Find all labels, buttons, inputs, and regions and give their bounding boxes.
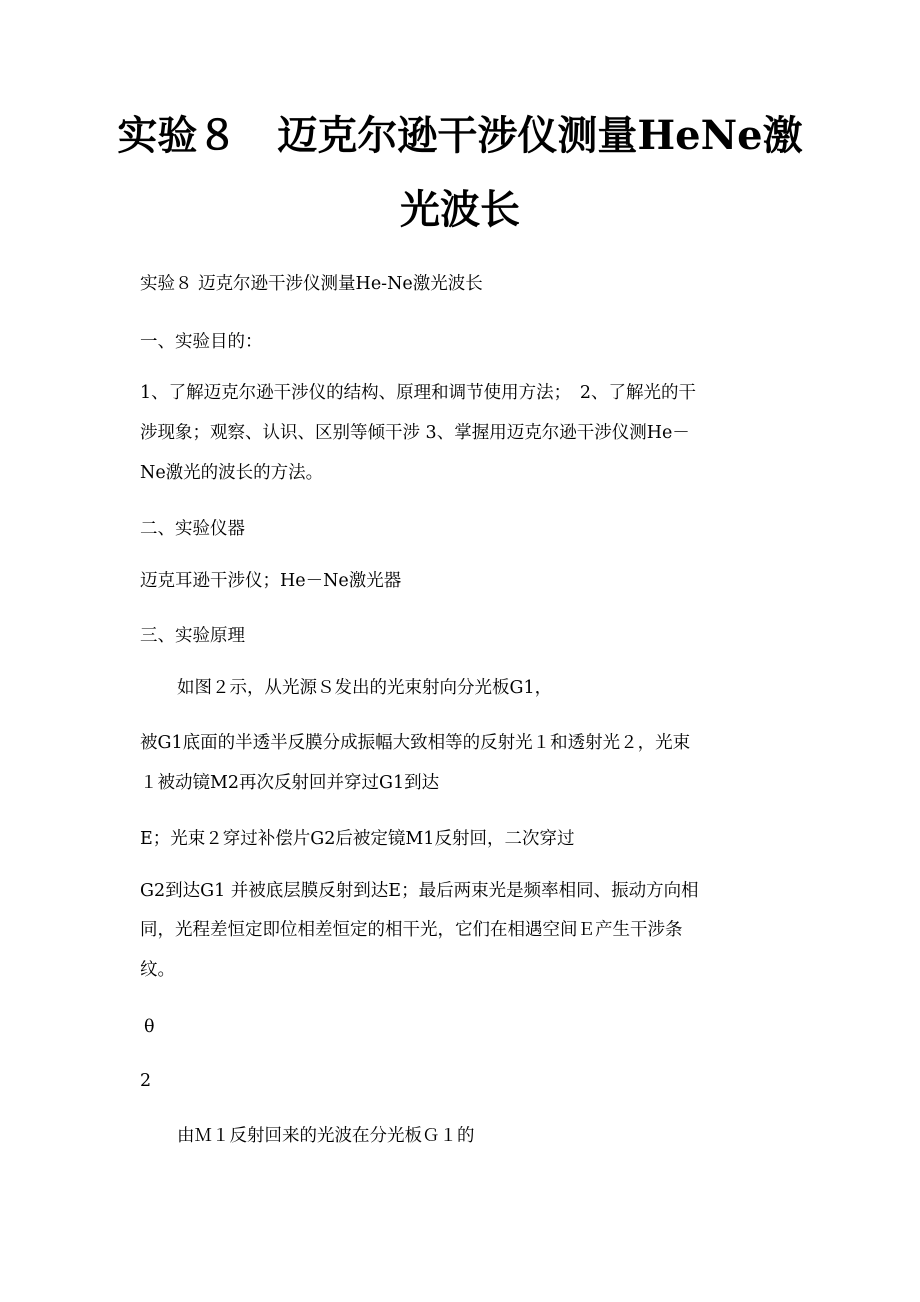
body-text-line: G2到达G1 并被底层膜反射到达E；最后两束光是频率相同、振动方向相	[140, 881, 699, 901]
document-title-line-1: 实验８ 迈克尔逊干涉仪测量HeNe激	[117, 112, 803, 159]
section-heading-instruments: 二、实验仪器	[140, 519, 245, 539]
body-text-line: Ne激光的波长的方法。	[140, 463, 324, 483]
body-text-line: 迈克耳逊干涉仪；He－Ne激光器	[140, 571, 402, 591]
section-heading-purpose: 一、实验目的：	[140, 332, 263, 352]
section-heading-principle: 三、实验原理	[140, 626, 245, 646]
document-title-line-2: 光波长	[400, 186, 520, 233]
body-text-line: 涉现象；观察、认识、区别等倾干涉 3、掌握用迈克尔逊干涉仪测He－	[140, 423, 690, 443]
body-text-line: 如图２示，从光源Ｓ发出的光束射向分光板G1，	[177, 678, 553, 698]
body-text-line: 同，光程差恒定即位相差恒定的相干光，它们在相遇空间Ｅ产生干涉条	[140, 920, 683, 940]
body-text-line: 由Ｍ１反射回来的光波在分光板Ｇ１的	[177, 1126, 475, 1146]
body-text-line: 1、了解迈克尔逊干涉仪的结构、原理和调节使用方法； 2、了解光的干	[140, 383, 697, 403]
body-text-line: １被动镜M2再次反射回并穿过G1到达	[140, 773, 440, 793]
body-text-line: 被G1底面的半透半反膜分成振幅大致相等的反射光１和透射光２，光束	[140, 733, 691, 753]
body-text-line: E；光束２穿过补偿片G2后被定镜M1反射回，二次穿过	[140, 829, 575, 849]
body-text-line: 纹。	[140, 960, 175, 980]
formula-symbol-two: 2	[140, 1071, 152, 1091]
subtitle-line: 实验８ 迈克尔逊干涉仪测量He-Ne激光波长	[140, 274, 483, 294]
formula-symbol-theta: θ	[144, 1017, 155, 1037]
